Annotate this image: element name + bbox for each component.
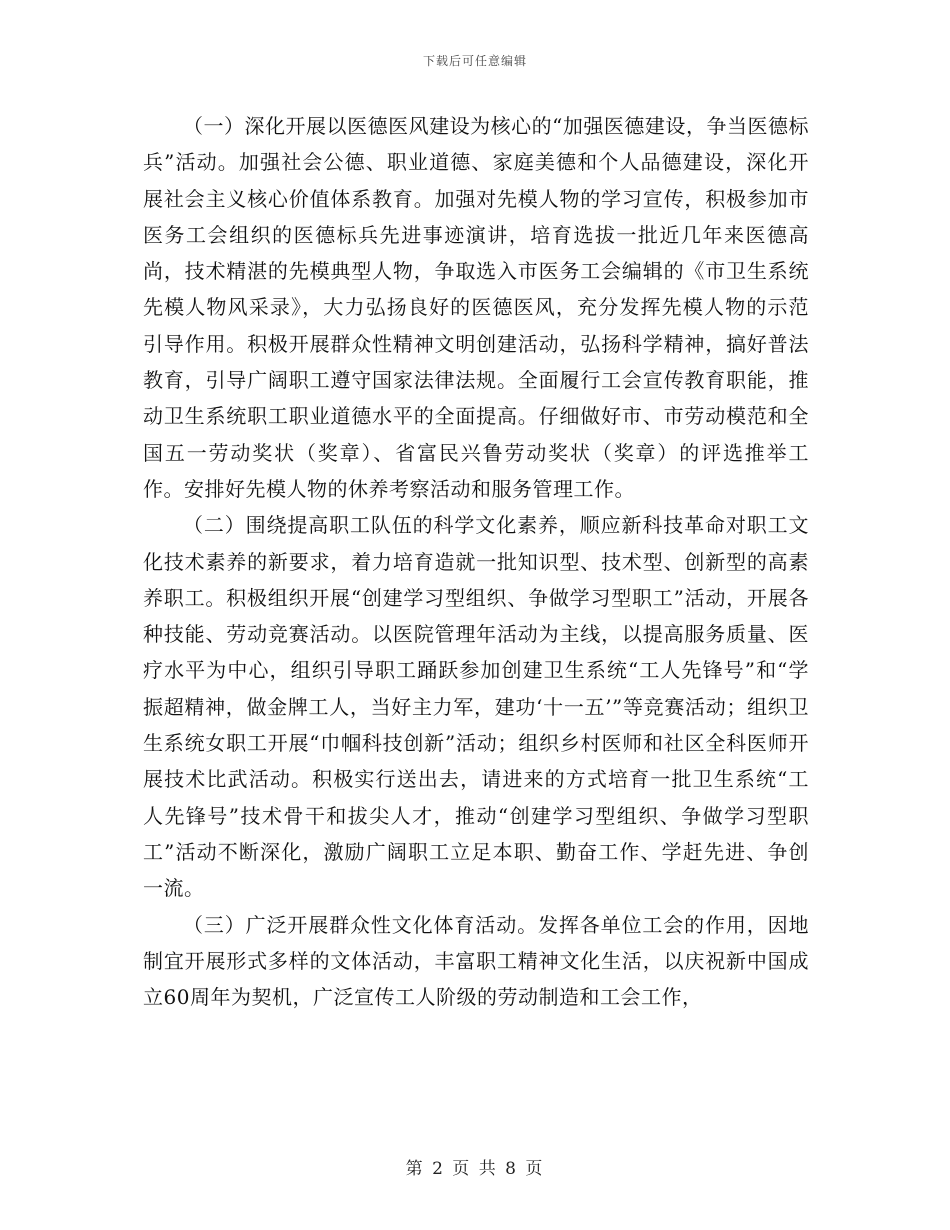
paragraph-3: （三）广泛开展群众性文化体育活动。发挥各单位工会的作用，因地制宜开展形式多样的文体活动，丰富职工精神文化生活，以庆祝新中国成立60周年为契机，广泛宣传工人阶级的劳动制造和工会工作， xyxy=(143,912,809,1010)
paragraph-2: （二）围绕提高职工队伍的科学文化素养，顺应新科技革命对职工文化技术素养的新要求，着力培育造就一批知识型、技术型、创新型的高素养职工。积极组织开展“创建学习型组织、争做学习型职工”活动，开展各种技能、劳动竞赛活动。以医院管理年活动为主线，以提高服务质量、医疗水平为中心，组织引导职工踊跃参加创建卫生系统“工人先锋号”和“学振超精神，做金牌工人，当好主力军，建功‘十一五’”等竞赛活动；组织卫生系统女职工开展“巾帼科技创新”活动；组织乡村医师和社区全科医师开展技术比武活动。积极实行送出去，请进来的方式培育一批卫生系统“工人先锋号”技术骨干和拔尖人才，推动“创建学习型组织、争做学习型职工”活动不断深化，激励广阔职工立足本职、勤奋工作、学赶先进、争创一流。 xyxy=(143,513,809,901)
page-number-footer: 第 2 页 共 8 页 xyxy=(405,1159,545,1179)
header-note: 下载后可任意编辑 xyxy=(422,54,527,68)
document-body xyxy=(143,108,809,1015)
paragraph-1: （一）深化开展以医德医风建设为核心的“加强医德建设，争当医德标兵”活动。加强社会公德、职业道德、家庭美德和个人品德建设，深化开展社会主义核心价值体系教育。加强对先模人物的学习宣传，积极参加市医务工会组织的医德标兵先进事迹演讲，培育选拔一批近几年来医德高尚，技术精湛的先模典型人物，争取选入市医务工会编辑的《市卫生系统先模人物风采录》，大力弘扬良好的医德医风，充分发挥先模人物的示范引导作用。积极开展群众性精神文明创建活动，弘扬科学精神，搞好普法教育，引导广阔职工遵守国家法律法规。全面履行工会宣传教育职能，推动卫生系统职工职业道德水平的全面提高。仔细做好市、市劳动模范和全国五一劳动奖状（奖章）、省富民兴鲁劳动奖状（奖章）的评选推举工作。安排好先模人物的休养考察活动和服务管理工作。 xyxy=(143,114,809,501)
